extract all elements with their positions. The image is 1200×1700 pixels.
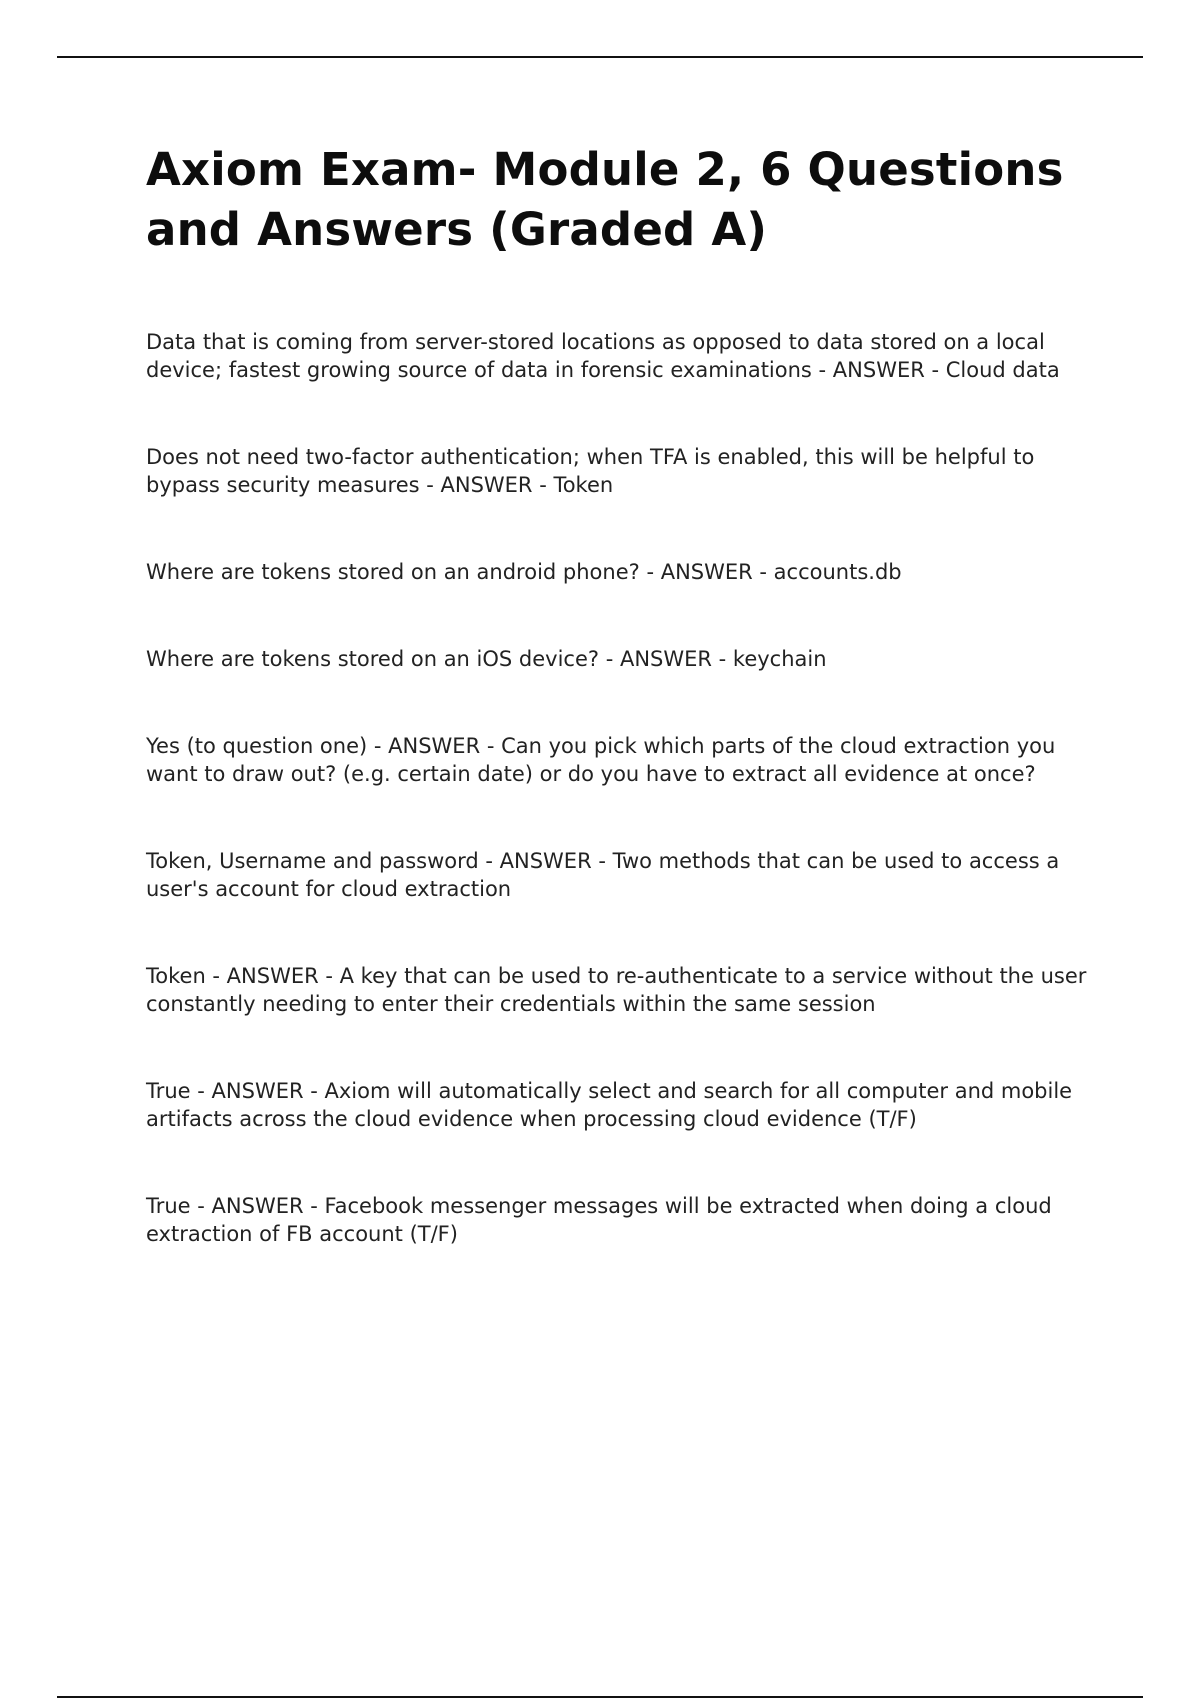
- qa-item: Does not need two-factor authentication; when TFA is enabled, this will be helpful to bypass security measures - ANSWER - Token: [146, 445, 1035, 497]
- qa-item: Where are tokens stored on an iOS device? - ANSWER - keychain: [146, 647, 827, 671]
- qa-item: Token, Username and password - ANSWER - Two methods that can be used to access a user's account for cloud extraction: [146, 849, 1060, 901]
- bottom-divider: [57, 1696, 1143, 1698]
- document-title: Axiom Exam- Module 2, 6 Questions and Answers (Graded A): [146, 143, 1064, 256]
- document-body: [146, 140, 1096, 1248]
- qa-list: [146, 328, 1096, 1248]
- qa-item: Yes (to question one) - ANSWER - Can you pick which parts of the cloud extraction you want to draw out? (e.g. certain date) or do you have to extract all evidence at once?: [146, 734, 1056, 786]
- qa-item: Data that is coming from server-stored locations as opposed to data stored on a local device; fastest growing source of data in forensic examinations - ANSWER - Cloud data: [146, 330, 1060, 382]
- top-divider: [57, 56, 1143, 58]
- qa-item: Token - ANSWER - A key that can be used to re-authenticate to a service without the user constantly needing to enter their credentials within the same session: [146, 964, 1087, 1016]
- qa-item: Where are tokens stored on an android phone? - ANSWER - accounts.db: [146, 560, 902, 584]
- qa-item: True - ANSWER - Facebook messenger messages will be extracted when doing a cloud extraction of FB account (T/F): [146, 1194, 1052, 1246]
- qa-item: True - ANSWER - Axiom will automatically select and search for all computer and mobile artifacts across the cloud evidence when processing cloud evidence (T/F): [146, 1079, 1073, 1131]
